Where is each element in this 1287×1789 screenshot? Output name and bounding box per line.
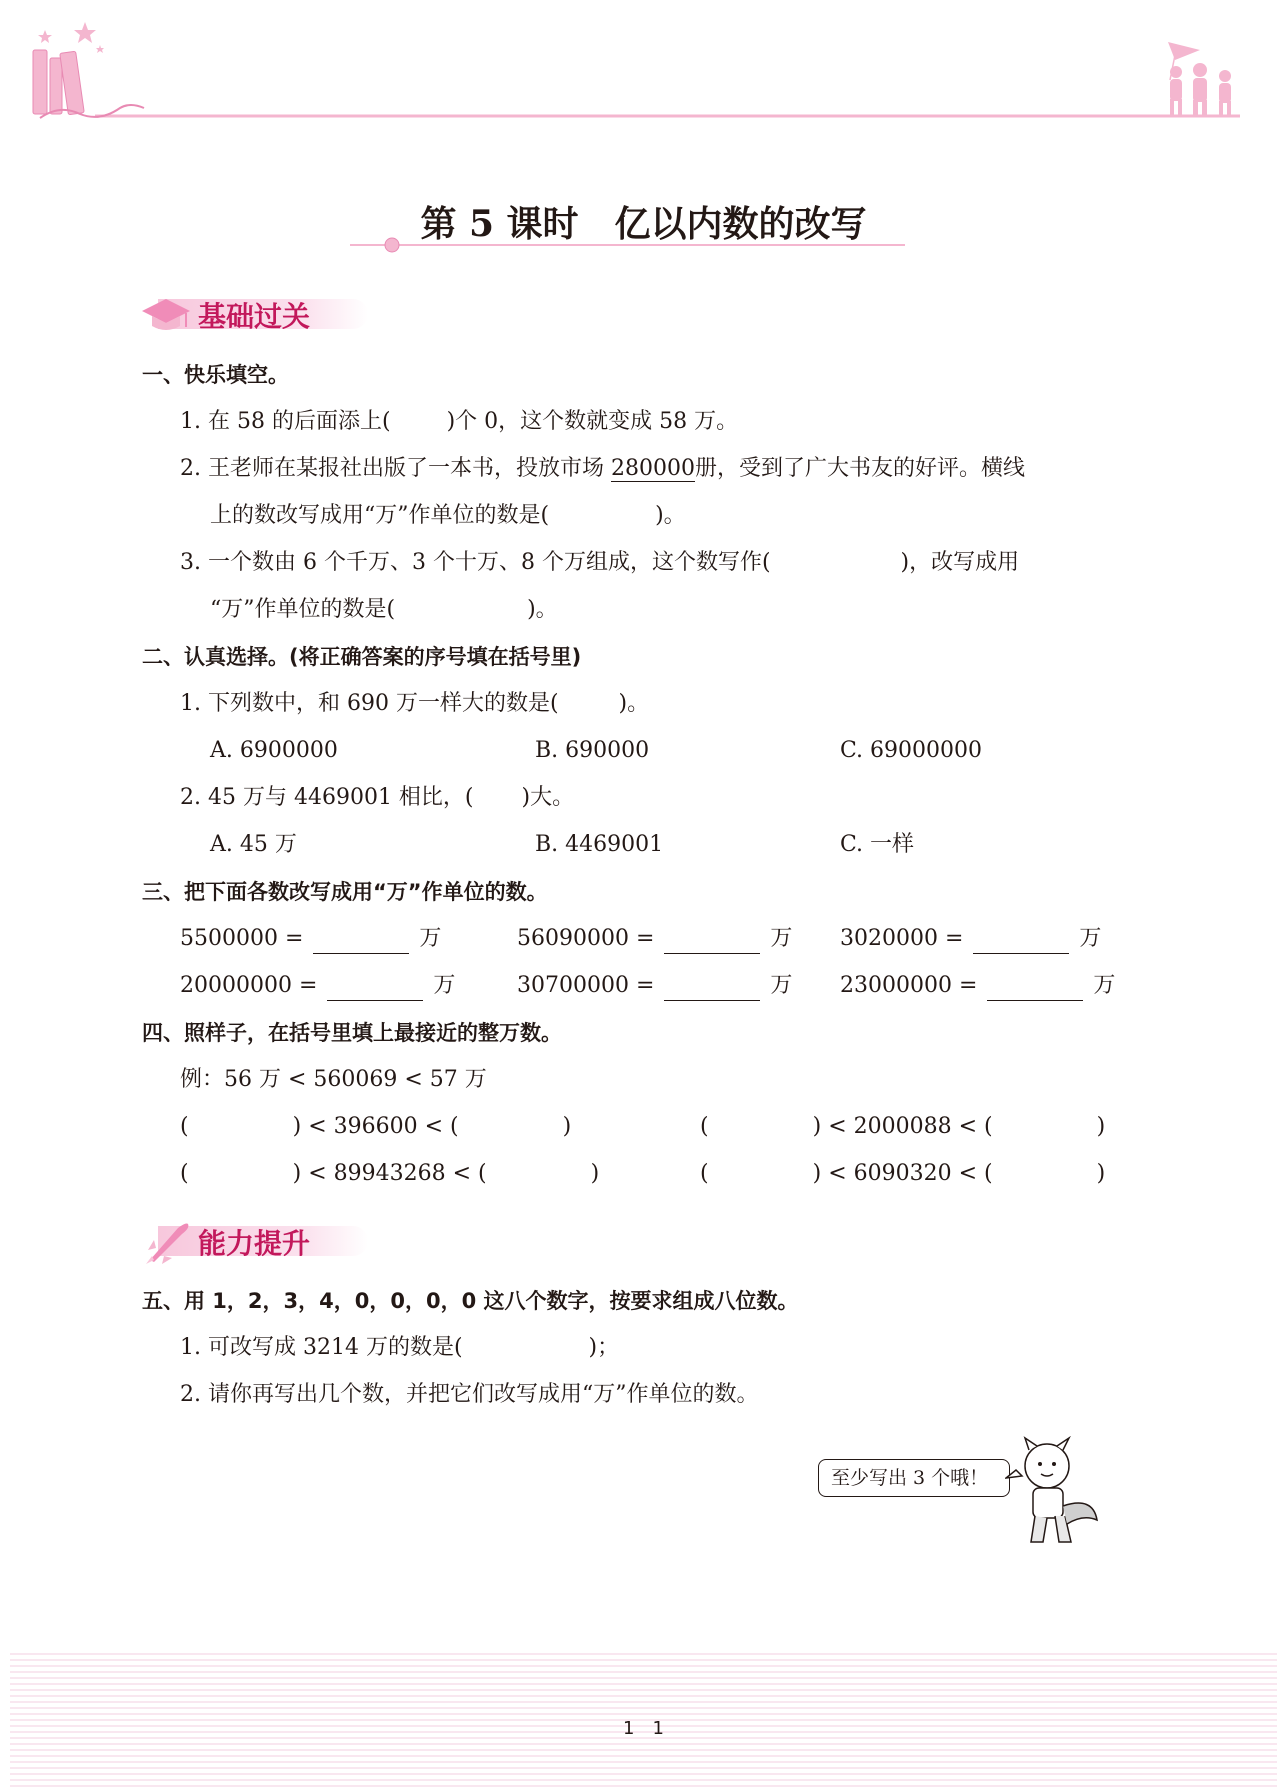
- cartoon-cat-icon: [1005, 1436, 1105, 1556]
- banner-basic: [140, 293, 380, 337]
- q3-row1-col1: 5500000 = 万: [180, 924, 441, 954]
- page-title: 第 5 课时 亿以内数的改写: [420, 203, 867, 245]
- q5-item-1: 1. 可改写成 3214 万的数是( )；: [180, 1335, 620, 1360]
- page-number: 1 1: [623, 1718, 664, 1739]
- q2-item-2-option-a: A. 45 万: [210, 832, 297, 857]
- speech-bubble-text: 至少写出 3 个哦！: [831, 1467, 989, 1489]
- graduation-cap-icon: [140, 295, 192, 335]
- rocket-icon: [142, 1220, 192, 1266]
- q3-row1-col3: 3020000 = 万: [840, 924, 1101, 954]
- children-kite-icon: [1168, 42, 1231, 116]
- q4-example: 例：56 万 < 560069 < 57 万: [180, 1067, 487, 1092]
- q4-row1-b: ( ) < 2000088 < ( ): [700, 1114, 1106, 1139]
- q5-item-2: 2. 请你再写出几个数，并把它们改写成用“万”作单位的数。: [180, 1382, 759, 1407]
- q1-item-2-cont: 上的数改写成用“万”作单位的数是( )。: [210, 503, 686, 528]
- q1-item-3: 3. 一个数由 6 个千万、3 个十万、8 个万组成，这个数写作( )，改写成用: [180, 550, 1020, 575]
- q2-item-1-option-a: A. 6900000: [210, 738, 338, 763]
- q2-item-2-option-b: B. 4469001: [535, 832, 664, 857]
- q2-item-2: 2. 45 万与 4469001 相比，( )大。: [180, 785, 575, 810]
- banner-basic-text: 基础过关: [198, 300, 311, 333]
- q3-row2-col1: 20000000 = 万: [180, 971, 455, 1001]
- q2-item-1-option-c: C. 69000000: [840, 738, 983, 763]
- q3-row2-col3: 23000000 = 万: [840, 971, 1115, 1001]
- section-4-heading: 四、照样子，在括号里填上最接近的整万数。: [142, 1021, 562, 1045]
- banner-advanced-text: 能力提升: [198, 1227, 311, 1260]
- underlined-number: 280000: [611, 456, 695, 481]
- stars-icon: [38, 22, 104, 53]
- section-3-heading: 三、把下面各数改写成用“万”作单位的数。: [142, 880, 548, 904]
- section-1-heading: 一、快乐填空。: [142, 363, 289, 387]
- q2-item-1: 1. 下列数中，和 690 万一样大的数是( )。: [180, 691, 650, 716]
- q2-item-1-option-b: B. 690000: [535, 738, 650, 763]
- q4-row2-b: ( ) < 6090320 < ( ): [700, 1161, 1106, 1186]
- header-decoration: [0, 0, 1287, 140]
- q1-item-3-cont: “万”作单位的数是( )。: [210, 597, 558, 622]
- speech-bubble: [818, 1459, 1010, 1497]
- section-2-heading: 二、认真选择。(将正确答案的序号填在括号里): [142, 645, 582, 669]
- title-underline: [350, 235, 910, 255]
- q4-row2-a: ( ) < 89943268 < ( ): [180, 1161, 600, 1186]
- section-5-heading: 五、用 1，2，3，4，0，0，0，0 这八个数字，按要求组成八位数。: [142, 1289, 799, 1313]
- q1-item-2: 2. 王老师在某报社出版了一本书，投放市场 280000册，受到了广大书友的好评。横线: [180, 456, 1025, 481]
- banner-advanced: [140, 1220, 380, 1264]
- q2-item-2-option-c: C. 一样: [840, 832, 915, 857]
- q3-row2-col2: 30700000 = 万: [517, 971, 792, 1001]
- q1-item-1: 1. 在 58 的后面添上( )个 0，这个数就变成 58 万。: [180, 409, 739, 434]
- books-icon: [33, 50, 144, 118]
- q4-row1-a: ( ) < 396600 < ( ): [180, 1114, 572, 1139]
- q3-row1-col2: 56090000 = 万: [517, 924, 792, 954]
